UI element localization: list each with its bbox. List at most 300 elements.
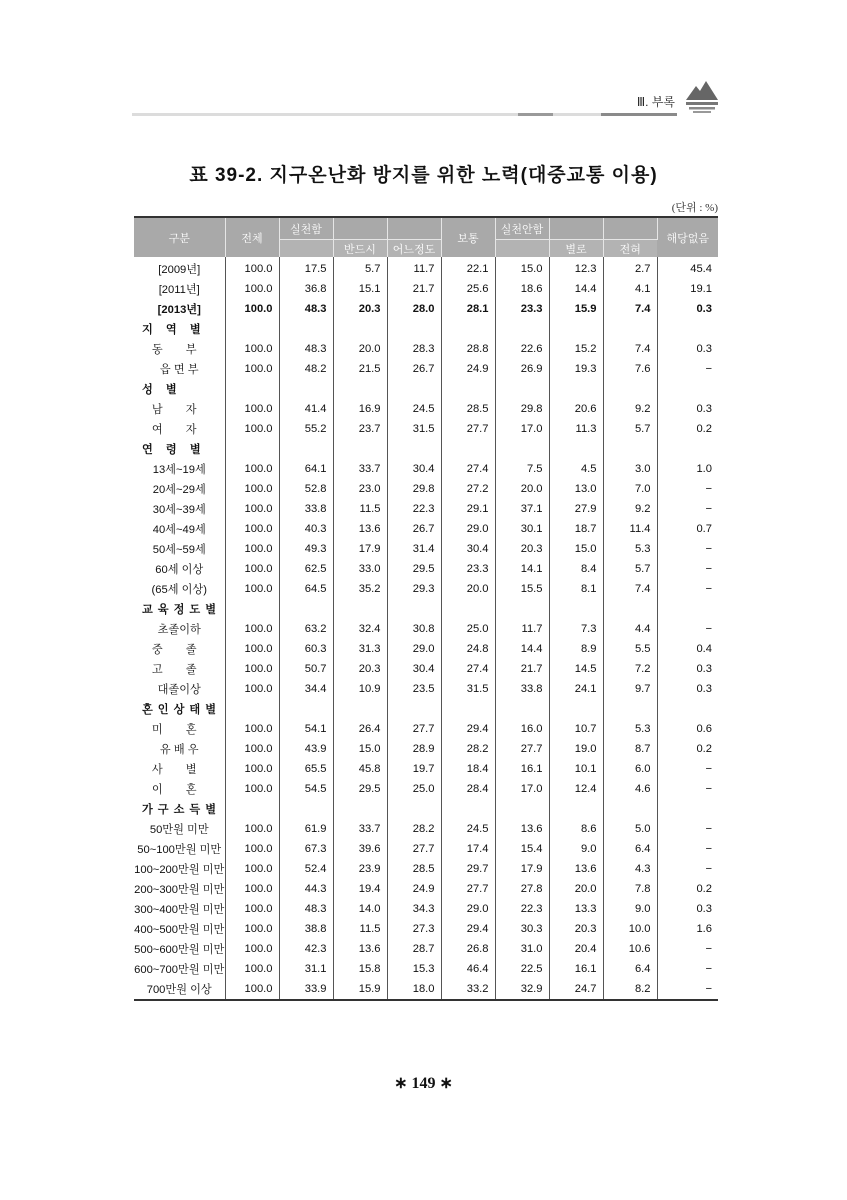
table-cell: 15.0: [333, 739, 387, 759]
table-cell: 20.4: [549, 939, 603, 959]
table-cell: 15.9: [549, 299, 603, 319]
table-cell: 31.0: [495, 939, 549, 959]
table-cell: 15.0: [549, 539, 603, 559]
table-row: [134, 859, 718, 879]
empty-cell: [549, 439, 603, 459]
col-header-blank: [549, 217, 603, 240]
table-cell: 6.4: [603, 839, 657, 859]
col-header-total: 전체: [225, 217, 279, 257]
table-cell: 100.0: [225, 399, 279, 419]
table-cell: 24.5: [387, 399, 441, 419]
table-row: [134, 539, 718, 559]
table-cell: 30.3: [495, 919, 549, 939]
col-header-somewhat: 어느정도: [387, 240, 441, 258]
table-cell: 0.4: [657, 639, 718, 659]
table-cell: 14.0: [333, 899, 387, 919]
table-cell: −: [657, 759, 718, 779]
row-label: 대졸이상: [157, 684, 201, 696]
table-cell: 20.3: [333, 299, 387, 319]
table-cell: 23.9: [333, 859, 387, 879]
group-label: 혼인상태별: [142, 704, 222, 716]
table-cell: 31.1: [279, 959, 333, 979]
table-cell: 27.7: [441, 419, 495, 439]
table-cell: 15.2: [549, 339, 603, 359]
empty-cell: [279, 799, 333, 819]
empty-cell: [657, 319, 718, 339]
table-cell: −: [657, 959, 718, 979]
table-cell: 20.3: [495, 539, 549, 559]
table-cell: 15.8: [333, 959, 387, 979]
table-cell: 27.8: [495, 879, 549, 899]
table-row: [134, 839, 718, 859]
table-cell: 7.5: [495, 459, 549, 479]
table-cell: 100.0: [225, 879, 279, 899]
table-cell: 1.0: [657, 459, 718, 479]
table-cell: 7.3: [549, 619, 603, 639]
empty-cell: [495, 799, 549, 819]
row-label: [2013년]: [157, 304, 201, 316]
row-label: 60세 이상: [155, 564, 204, 576]
table-cell: 8.4: [549, 559, 603, 579]
empty-cell: [657, 799, 718, 819]
table-cell: 8.9: [549, 639, 603, 659]
empty-cell: [657, 699, 718, 719]
table-cell: 28.7: [387, 939, 441, 959]
table-cell: −: [657, 499, 718, 519]
table-cell: 22.3: [495, 899, 549, 919]
col-header-no-practice: 실천안함: [495, 217, 549, 240]
table-cell: −: [657, 859, 718, 879]
table-cell: 33.7: [333, 459, 387, 479]
row-label: 남 자: [151, 404, 207, 416]
table-cell: 29.0: [387, 639, 441, 659]
table-row: [134, 659, 718, 679]
row-label: [2009년]: [158, 264, 201, 276]
table-cell: 13.6: [333, 519, 387, 539]
row-label: 여 자: [151, 424, 207, 436]
mountain-logo-icon: [684, 78, 720, 118]
table-cell: −: [657, 619, 718, 639]
table-cell: 37.1: [495, 499, 549, 519]
empty-cell: [225, 799, 279, 819]
empty-cell: [603, 379, 657, 399]
table-cell: 7.4: [603, 579, 657, 599]
empty-cell: [603, 699, 657, 719]
empty-cell: [549, 379, 603, 399]
table-cell: 0.6: [657, 719, 718, 739]
table-cell: 17.9: [495, 859, 549, 879]
table-cell: 100.0: [225, 257, 279, 279]
table-cell: 43.9: [279, 739, 333, 759]
empty-cell: [495, 599, 549, 619]
table-cell: 29.7: [441, 859, 495, 879]
table-cell: 9.2: [603, 499, 657, 519]
table-row: [134, 879, 718, 899]
table-row: [134, 339, 718, 359]
table-cell: 15.4: [495, 839, 549, 859]
table-cell: 17.9: [333, 539, 387, 559]
row-label: 50세~59세: [152, 544, 206, 556]
group-label: 성 별: [142, 384, 182, 396]
table-cell: 18.6: [495, 279, 549, 299]
table-cell: −: [657, 819, 718, 839]
table-cell: 13.3: [549, 899, 603, 919]
table-cell: 63.2: [279, 619, 333, 639]
table-cell: 19.3: [549, 359, 603, 379]
group-row: [134, 379, 718, 399]
table-cell: 0.2: [657, 419, 718, 439]
table-cell: 7.0: [603, 479, 657, 499]
empty-cell: [603, 799, 657, 819]
table-cell: 29.5: [333, 779, 387, 799]
table-cell: 55.2: [279, 419, 333, 439]
table-row: [134, 279, 718, 299]
table-cell: 54.5: [279, 779, 333, 799]
table-cell: 100.0: [225, 579, 279, 599]
table-cell: 39.6: [333, 839, 387, 859]
group-label: 지 역 별: [142, 324, 206, 336]
group-row: [134, 439, 718, 459]
table-cell: 27.7: [387, 719, 441, 739]
empty-cell: [387, 599, 441, 619]
table-cell: 23.3: [495, 299, 549, 319]
empty-cell: [279, 439, 333, 459]
col-header-blank: [279, 240, 333, 258]
table-cell: 11.5: [333, 499, 387, 519]
table-cell: 27.4: [441, 659, 495, 679]
empty-cell: [603, 319, 657, 339]
table-cell: −: [657, 979, 718, 1000]
table-row: [134, 559, 718, 579]
table-cell: 13.6: [549, 859, 603, 879]
row-label: 동 부: [151, 344, 207, 356]
row-label: 20세~29세: [152, 484, 206, 496]
table-cell: 48.3: [279, 339, 333, 359]
table-cell: 5.3: [603, 539, 657, 559]
table-cell: 48.2: [279, 359, 333, 379]
unit-label: (단위 : %): [671, 202, 718, 214]
table-cell: 40.3: [279, 519, 333, 539]
table-cell: −: [657, 539, 718, 559]
table-row: [134, 979, 718, 1000]
table-cell: 33.8: [279, 499, 333, 519]
table-cell: 10.6: [603, 939, 657, 959]
table-cell: 38.8: [279, 919, 333, 939]
empty-cell: [387, 379, 441, 399]
row-label: 초졸이하: [157, 624, 201, 636]
table-cell: −: [657, 939, 718, 959]
row-label: 50~100만원 미만: [137, 844, 222, 856]
empty-cell: [333, 599, 387, 619]
table-row: [134, 679, 718, 699]
table-cell: 4.6: [603, 779, 657, 799]
empty-cell: [603, 439, 657, 459]
table-cell: 24.9: [387, 879, 441, 899]
col-header-never: 전혀: [603, 240, 657, 258]
table-cell: 24.8: [441, 639, 495, 659]
table-cell: 20.3: [549, 919, 603, 939]
empty-cell: [441, 439, 495, 459]
table-cell: 24.7: [549, 979, 603, 1000]
table-cell: 2.7: [603, 257, 657, 279]
table-cell: 45.4: [657, 257, 718, 279]
row-label: 400~500만원 미만: [134, 924, 225, 936]
table-cell: 11.4: [603, 519, 657, 539]
empty-cell: [333, 699, 387, 719]
table-cell: 9.7: [603, 679, 657, 699]
table-cell: 5.3: [603, 719, 657, 739]
table-cell: 20.0: [549, 879, 603, 899]
row-label: 500~600만원 미만: [134, 944, 225, 956]
table-cell: 23.5: [387, 679, 441, 699]
header-rule: [132, 113, 677, 116]
group-row: [134, 699, 718, 719]
empty-cell: [657, 439, 718, 459]
section-header: Ⅲ. 부록: [636, 95, 675, 109]
table-cell: 0.3: [657, 399, 718, 419]
table-cell: 27.7: [495, 739, 549, 759]
table-cell: 19.0: [549, 739, 603, 759]
empty-cell: [279, 699, 333, 719]
table-cell: 28.8: [441, 339, 495, 359]
empty-cell: [549, 799, 603, 819]
table-cell: 34.4: [279, 679, 333, 699]
table-cell: 48.3: [279, 899, 333, 919]
table-cell: 29.0: [441, 519, 495, 539]
row-label: 40세~49세: [152, 524, 206, 536]
data-table: [134, 216, 718, 1001]
table-cell: 31.5: [387, 419, 441, 439]
table-cell: 28.1: [441, 299, 495, 319]
table-row: [134, 579, 718, 599]
table-cell: 41.4: [279, 399, 333, 419]
group-label: 가구소득별: [142, 804, 222, 816]
table-row: [134, 939, 718, 959]
table-cell: 4.4: [603, 619, 657, 639]
table-cell: 31.4: [387, 539, 441, 559]
table-cell: 12.4: [549, 779, 603, 799]
table-row: [134, 399, 718, 419]
row-label: 700만원 이상: [146, 984, 212, 996]
empty-cell: [657, 379, 718, 399]
table-cell: 21.5: [333, 359, 387, 379]
table-cell: 18.4: [441, 759, 495, 779]
table-cell: 6.0: [603, 759, 657, 779]
row-label: 읍 면 부: [159, 364, 199, 376]
table-cell: 0.2: [657, 739, 718, 759]
table-cell: 28.4: [441, 779, 495, 799]
empty-cell: [495, 439, 549, 459]
table-cell: 16.1: [549, 959, 603, 979]
empty-cell: [387, 319, 441, 339]
row-label: 50만원 미만: [149, 824, 209, 836]
table-cell: 16.9: [333, 399, 387, 419]
table-row: [134, 479, 718, 499]
table-cell: 45.8: [333, 759, 387, 779]
table-cell: 19.4: [333, 879, 387, 899]
row-label: (65세 이상): [151, 584, 207, 596]
table-cell: 15.3: [387, 959, 441, 979]
table-cell: 14.4: [495, 639, 549, 659]
table-cell: −: [657, 839, 718, 859]
table-cell: 5.5: [603, 639, 657, 659]
empty-cell: [549, 319, 603, 339]
table-cell: 50.7: [279, 659, 333, 679]
table-cell: 6.4: [603, 959, 657, 979]
table-cell: 33.0: [333, 559, 387, 579]
table-cell: 32.9: [495, 979, 549, 1000]
empty-cell: [657, 599, 718, 619]
table-cell: 29.1: [441, 499, 495, 519]
empty-cell: [441, 379, 495, 399]
table-cell: 4.5: [549, 459, 603, 479]
col-header-blank: [333, 217, 387, 240]
empty-cell: [495, 379, 549, 399]
table-cell: 11.3: [549, 419, 603, 439]
table-cell: 11.7: [387, 257, 441, 279]
table-cell: 23.0: [333, 479, 387, 499]
table-cell: 100.0: [225, 499, 279, 519]
table-cell: 100.0: [225, 899, 279, 919]
table-cell: 20.0: [333, 339, 387, 359]
table-cell: 28.9: [387, 739, 441, 759]
table-cell: 0.3: [657, 659, 718, 679]
table-cell: 25.0: [441, 619, 495, 639]
table-cell: 100.0: [225, 939, 279, 959]
table-cell: 33.9: [279, 979, 333, 1000]
table-cell: 61.9: [279, 819, 333, 839]
table-cell: 15.5: [495, 579, 549, 599]
empty-cell: [441, 599, 495, 619]
table-cell: 22.3: [387, 499, 441, 519]
empty-cell: [387, 699, 441, 719]
row-label: 유 배 우: [159, 744, 199, 756]
table-cell: 28.5: [441, 399, 495, 419]
table-cell: 4.3: [603, 859, 657, 879]
table-row: [134, 719, 718, 739]
table-cell: 100.0: [225, 619, 279, 639]
table-cell: 100.0: [225, 539, 279, 559]
table-cell: 7.6: [603, 359, 657, 379]
table-cell: 19.1: [657, 279, 718, 299]
table-cell: 9.2: [603, 399, 657, 419]
table-cell: 7.4: [603, 299, 657, 319]
empty-cell: [225, 699, 279, 719]
table-cell: 18.0: [387, 979, 441, 1000]
table-cell: 67.3: [279, 839, 333, 859]
table-cell: 49.3: [279, 539, 333, 559]
table-cell: 100.0: [225, 779, 279, 799]
table-cell: 21.7: [495, 659, 549, 679]
table-cell: 9.0: [549, 839, 603, 859]
table-cell: 100.0: [225, 519, 279, 539]
table-cell: 100.0: [225, 639, 279, 659]
table-cell: 15.9: [333, 979, 387, 1000]
table-cell: 36.8: [279, 279, 333, 299]
table-cell: 18.7: [549, 519, 603, 539]
table-row: [134, 819, 718, 839]
table-cell: 30.4: [387, 659, 441, 679]
table-row: [134, 499, 718, 519]
table-cell: 30.8: [387, 619, 441, 639]
row-label: 이 혼: [151, 784, 207, 796]
table-cell: 24.5: [441, 819, 495, 839]
empty-cell: [549, 699, 603, 719]
table-row: [134, 759, 718, 779]
table-cell: 7.4: [603, 339, 657, 359]
table-cell: 27.2: [441, 479, 495, 499]
table-cell: 22.5: [495, 959, 549, 979]
table-cell: 33.8: [495, 679, 549, 699]
table-row: [134, 419, 718, 439]
table-cell: 10.7: [549, 719, 603, 739]
table-cell: 16.0: [495, 719, 549, 739]
table-cell: 17.4: [441, 839, 495, 859]
empty-cell: [279, 319, 333, 339]
col-header-rarely: 별로: [549, 240, 603, 258]
table-cell: 100.0: [225, 299, 279, 319]
empty-cell: [387, 439, 441, 459]
table-row: [134, 257, 718, 279]
table-cell: 24.1: [549, 679, 603, 699]
row-label: 미 혼: [151, 724, 207, 736]
row-label: 300~400만원 미만: [134, 904, 225, 916]
empty-cell: [225, 319, 279, 339]
table-cell: −: [657, 579, 718, 599]
table-cell: 52.4: [279, 859, 333, 879]
row-label: 13세~19세: [152, 464, 206, 476]
row-label: 200~300만원 미만: [134, 884, 225, 896]
table-cell: 29.8: [495, 399, 549, 419]
group-row: [134, 319, 718, 339]
table-cell: 28.2: [387, 819, 441, 839]
col-header-category: 구분: [134, 217, 225, 257]
table-cell: 0.2: [657, 879, 718, 899]
table-cell: 46.4: [441, 959, 495, 979]
table-cell: 3.0: [603, 459, 657, 479]
table-cell: 100.0: [225, 819, 279, 839]
group-row: [134, 799, 718, 819]
table-cell: 29.4: [441, 919, 495, 939]
table-cell: −: [657, 479, 718, 499]
table-cell: 31.5: [441, 679, 495, 699]
table-row: [134, 919, 718, 939]
table-cell: 33.2: [441, 979, 495, 1000]
table-cell: 100.0: [225, 479, 279, 499]
table-cell: 8.6: [549, 819, 603, 839]
empty-cell: [495, 319, 549, 339]
table-cell: 100.0: [225, 659, 279, 679]
table-cell: 24.9: [441, 359, 495, 379]
table-cell: 52.8: [279, 479, 333, 499]
table-cell: 15.1: [333, 279, 387, 299]
table-row: [134, 959, 718, 979]
table-cell: 0.3: [657, 899, 718, 919]
table-cell: 100.0: [225, 359, 279, 379]
table-cell: 11.5: [333, 919, 387, 939]
table-cell: 13.6: [333, 939, 387, 959]
table-cell: 30.1: [495, 519, 549, 539]
empty-cell: [279, 599, 333, 619]
row-label: 중 졸: [151, 644, 207, 656]
col-header-na: 해당없음: [657, 217, 718, 257]
table-cell: 8.1: [549, 579, 603, 599]
empty-cell: [225, 599, 279, 619]
table-cell: 20.0: [441, 579, 495, 599]
table-row: [134, 519, 718, 539]
table-cell: 5.0: [603, 819, 657, 839]
empty-cell: [549, 599, 603, 619]
